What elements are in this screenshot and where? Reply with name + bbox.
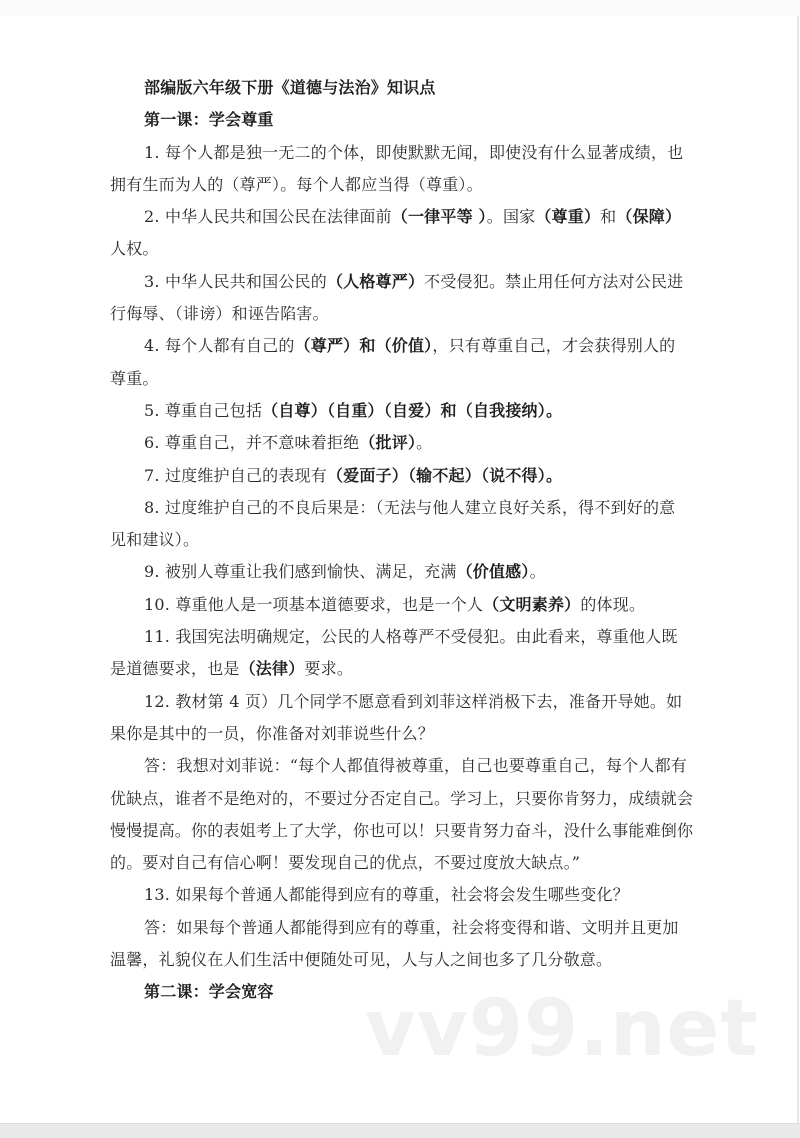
- page-bottom-edge: [0, 1123, 800, 1138]
- key-term: （爱面子）（输不起）（说不得）。: [326, 465, 563, 485]
- paragraph-line: 13. 如果每个普通人都能得到应有的尊重，社会将会发生哪些变化？: [144, 885, 629, 905]
- key-term: （尊严）和（价值）: [294, 336, 433, 356]
- section-heading-lesson-1: 第一课：学会尊重: [144, 110, 274, 130]
- key-term: （法律）: [239, 659, 305, 679]
- paragraph-line: 见和建议）。: [110, 530, 200, 550]
- answer-line: 答：如果每个普通人都能得到应有的尊重，社会将变得和谐、文明并且更加: [144, 917, 679, 937]
- key-term: （批评）: [359, 433, 417, 453]
- paragraph-line: 尊重。: [110, 368, 159, 388]
- key-term: （一律平等 ）: [391, 207, 487, 227]
- paragraph-line: 5. 尊重自己包括（自尊）（自重）（自爱）和（自我接纳）。: [144, 400, 563, 420]
- key-term: （文明素养）: [483, 594, 581, 614]
- watermark-text: vv99.net: [365, 984, 759, 1074]
- paragraph-line: 7. 过度维护自己的表现有（爱面子）（输不起）（说不得）。: [144, 465, 563, 485]
- paragraph-line: 4. 每个人都有自己的（尊严）和（价值），只有尊重自己，才会获得别人的: [144, 336, 676, 356]
- paragraph-line: 果你是其中的一员，你准备对刘菲说些什么？: [110, 723, 435, 743]
- paragraph-line: 9. 被别人尊重让我们感到愉快、满足，充满（价值感）。: [144, 562, 546, 582]
- paragraph-line: 8. 过度维护自己的不良后果是：（无法与他人建立良好关系，得不到好的意: [144, 497, 676, 517]
- paragraph-line: 人权。: [110, 239, 159, 259]
- key-term: （价值感）: [456, 562, 530, 582]
- key-term: （尊重）: [535, 207, 601, 227]
- paragraph-line: 6. 尊重自己，并不意味着拒绝（批评）。: [144, 433, 433, 453]
- key-term: （保障）: [616, 207, 682, 227]
- answer-line: 的。要对自己有信心啊！要发现自己的优点，不要过度放大缺点。”: [110, 853, 581, 873]
- key-term: （自尊）（自重）（自爱）和（自我接纳）。: [262, 400, 563, 420]
- document-title: 部编版六年级下册《道德与法治》知识点: [144, 78, 436, 97]
- answer-line: 温馨，礼貌仪在人们生活中便随处可见，人与人之间也多了几分敬意。: [110, 950, 613, 970]
- page-top-margin: [0, 0, 800, 16]
- paragraph-line: 11. 我国宪法明确规定，公民的人格尊严不受侵犯。由此看来，尊重他人既: [144, 627, 678, 647]
- key-term: （人格尊严）: [326, 271, 425, 291]
- section-heading-lesson-2: 第二课：学会宽容: [144, 982, 274, 1002]
- paragraph-line: 拥有生而为人的（尊严）。每个人都应当得（尊重）。: [110, 174, 483, 194]
- paragraph-line: 2. 中华人民共和国公民在法律面前（一律平等 ）。国家（尊重）和（保障）: [144, 207, 682, 227]
- answer-line: 慢慢提高。你的表姐考上了大学，你也可以！只要肯努力奋斗，没什么事能难倒你: [110, 820, 694, 840]
- paragraph-line: 3. 中华人民共和国公民的（人格尊严）不受侵犯。禁止用任何方法对公民进: [144, 271, 684, 291]
- paragraph-line: 12. 教材第 4 页）几个同学不愿意看到刘菲这样消极下去，准备开导她。如: [144, 691, 683, 711]
- answer-line: 优缺点，谁者不是绝对的，不要过分否定自己。学习上，只要你肯努力，成绩就会: [110, 788, 694, 808]
- document-body: [110, 72, 694, 1009]
- paragraph-line: 1. 每个人都是独一无二的个体，即使默默无闻，即使没有什么显著成绩，也: [144, 142, 684, 162]
- paragraph-line: 10. 尊重他人是一项基本道德要求，也是一个人（文明素养）的体现。: [144, 594, 646, 614]
- paragraph-line: 行侮辱、（诽谤）和诬告陷害。: [110, 304, 329, 324]
- paragraph-line: 是道德要求，也是（法律）要求。: [110, 659, 354, 679]
- answer-line: 答：我想对刘菲说：“每个人都值得被尊重，自己也要尊重自己，每个人都有: [144, 756, 687, 776]
